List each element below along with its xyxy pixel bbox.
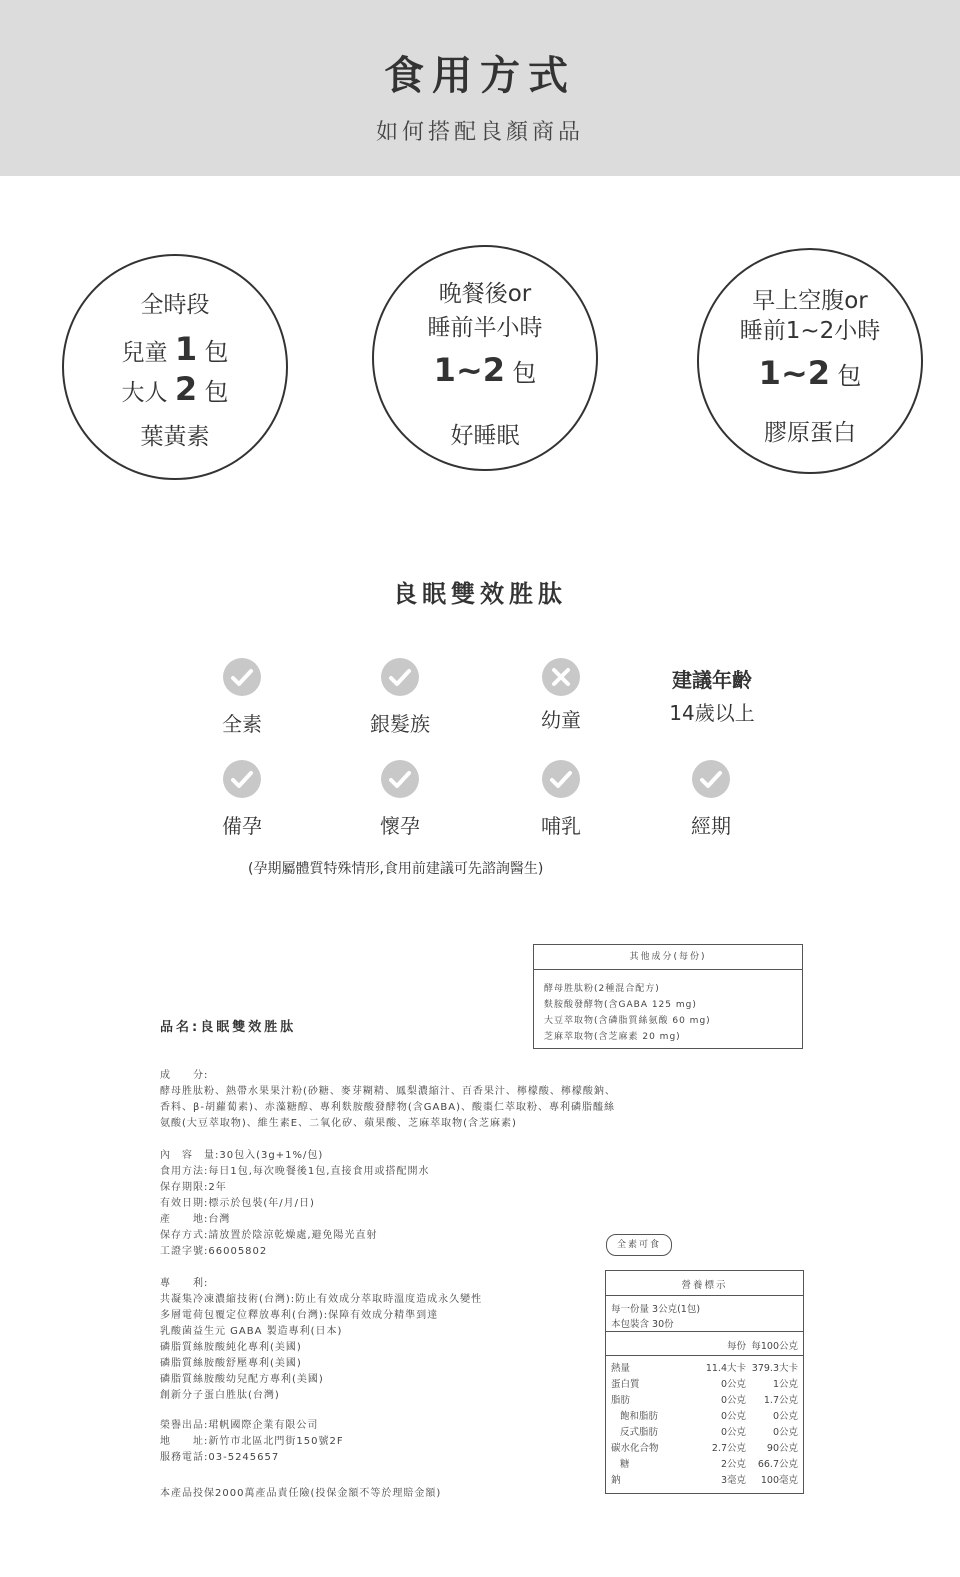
nutrient-name: 脂肪 bbox=[611, 1395, 631, 1406]
suit-label-child: 幼童 bbox=[541, 708, 581, 732]
dose: 1~2 包 bbox=[433, 351, 537, 389]
company-line: 地 址:新竹市北區北門街150號2F bbox=[160, 1436, 344, 1447]
pregnancy-note: (孕期屬體質特殊情形,食用前建議可先諮詢醫生) bbox=[248, 861, 544, 877]
age-title: 建議年齡 bbox=[672, 668, 752, 692]
suit-label-menstruation: 經期 bbox=[691, 814, 731, 838]
nutrient-name: 蛋白質 bbox=[611, 1379, 640, 1390]
other-ingredients-title: 其他成分(每份) bbox=[534, 945, 802, 970]
suit-label-pregnancy: 懷孕 bbox=[380, 814, 420, 838]
other-ingredient-line: 芝麻萃取物(含芝麻素 20 mg) bbox=[544, 1032, 681, 1042]
ingredients-line: 香料、β-胡蘿蔔素)、赤藻糖醇、專利麩胺酸發酵物(含GABA)、酸棗仁萃取粉、專利磷脂醯絲 bbox=[160, 1102, 615, 1113]
nutrient-name: 飽和脂肪 bbox=[620, 1411, 659, 1422]
nutrition-table bbox=[605, 1270, 804, 1494]
nutrient-per-serving: 0公克 bbox=[720, 1427, 746, 1438]
info-line: 保存方式:請放置於陰涼乾燥處,避免陽光直射 bbox=[160, 1230, 378, 1241]
ingredients-line: 酵母胜肽粉、熱帶水果果汁粉(砂糖、麥芽糊精、鳳梨濃縮汁、百香果汁、檸檬酸、檸檬酸鈉、 bbox=[160, 1086, 616, 1097]
suit-label-preconception: 備孕 bbox=[222, 814, 262, 838]
section-title: 良眠雙效胜肽 bbox=[393, 580, 567, 608]
patent-line: 創新分子蛋白胜肽(台灣) bbox=[160, 1390, 280, 1401]
product-name: 葉黃素 bbox=[140, 424, 210, 450]
nutrient-per-serving: 3毫克 bbox=[720, 1475, 746, 1486]
suit-label-vegan: 全素 bbox=[222, 712, 262, 736]
nutrient-per-serving: 11.4大卡 bbox=[705, 1363, 746, 1374]
check-icon bbox=[542, 760, 580, 798]
patent-line: 磷脂質絲胺酸舒壓專利(美國) bbox=[160, 1358, 302, 1369]
nutrient-per-100g: 1.7公克 bbox=[763, 1395, 798, 1406]
col-per-100g: 每100公克 bbox=[751, 1341, 798, 1352]
nutrient-per-serving: 2.7公克 bbox=[711, 1443, 746, 1454]
nutrient-per-serving: 2公克 bbox=[720, 1459, 746, 1470]
nutrient-per-100g: 100毫克 bbox=[760, 1475, 798, 1486]
page-title: 食用方式 bbox=[384, 53, 576, 99]
product-name: 好睡眠 bbox=[450, 423, 520, 449]
ingredients-title: 成 分: bbox=[160, 1070, 209, 1081]
usage-circle-lutein bbox=[62, 254, 288, 480]
usage-circle-collagen bbox=[697, 248, 923, 474]
insurance-note: 本產品投保2000萬產品責任險(投保金額不等於理賠金額) bbox=[160, 1488, 442, 1499]
check-icon bbox=[381, 658, 419, 696]
nutrient-name: 熱量 bbox=[611, 1363, 631, 1374]
check-icon bbox=[692, 760, 730, 798]
nutrition-title: 營養標示 bbox=[681, 1280, 728, 1291]
suit-label-nursing: 哺乳 bbox=[541, 814, 581, 838]
company-line: 服務電話:03-5245657 bbox=[160, 1452, 280, 1463]
page-subtitle: 如何搭配良顏商品 bbox=[375, 120, 584, 145]
info-line: 內 容 量:30包入(3g+1%/包) bbox=[160, 1150, 324, 1161]
check-icon bbox=[223, 760, 261, 798]
nutrient-per-100g: 379.3大卡 bbox=[751, 1363, 798, 1374]
patent-line: 磷脂質絲胺酸幼兒配方專利(美國) bbox=[160, 1374, 324, 1385]
info-line: 食用方法:每日1包,每次晚餐後1包,直接食用或搭配開水 bbox=[160, 1166, 430, 1177]
usage-period: 全時段 bbox=[140, 292, 210, 318]
info-line: 產 地:台灣 bbox=[160, 1214, 231, 1225]
vegan-badge: 全素可食 bbox=[606, 1234, 672, 1256]
nutrient-per-100g: 66.7公克 bbox=[757, 1459, 798, 1470]
servings-per-pack: 本包裝含 30份 bbox=[611, 1319, 674, 1330]
nutrient-per-100g: 0公克 bbox=[772, 1411, 798, 1422]
product-name: 膠原蛋白 bbox=[764, 420, 856, 446]
nutrient-per-100g: 90公克 bbox=[766, 1443, 798, 1454]
patent-line: 共凝集冷凍濃縮技術(台灣):防止有效成分萃取時溫度造成永久變性 bbox=[160, 1294, 483, 1305]
info-line: 保存期限:2年 bbox=[160, 1182, 227, 1193]
age-value: 14歲以上 bbox=[669, 701, 755, 725]
child-dose: 兒童 1 包 bbox=[121, 330, 229, 368]
usage-circle-sleep bbox=[372, 245, 598, 471]
nutrient-name: 鈉 bbox=[611, 1475, 621, 1486]
other-ingredient-line: 麩胺酸發酵物(含GABA 125 mg) bbox=[544, 1000, 697, 1010]
nutrient-per-serving: 0公克 bbox=[720, 1395, 746, 1406]
ingredients-line: 氨酸(大豆萃取物)、維生素E、二氧化矽、蘋果酸、芝麻萃取物(含芝麻素) bbox=[160, 1118, 517, 1129]
nutrient-name: 糖 bbox=[620, 1459, 630, 1470]
patent-line: 磷脂質絲胺酸純化專利(美國) bbox=[160, 1342, 302, 1353]
usage-line1: 早上空腹or bbox=[752, 288, 868, 314]
other-ingredients-box bbox=[533, 944, 803, 1049]
info-line: 有效日期:標示於包裝(年/月/日) bbox=[160, 1198, 315, 1209]
check-icon bbox=[381, 760, 419, 798]
nutrient-name: 反式脂肪 bbox=[620, 1427, 659, 1438]
check-icon bbox=[223, 658, 261, 696]
nutrient-per-100g: 1公克 bbox=[772, 1379, 798, 1390]
company-line: 榮譽出品:珺帆國際企業有限公司 bbox=[160, 1420, 319, 1431]
nutrient-name: 碳水化合物 bbox=[611, 1443, 659, 1454]
nutrient-per-serving: 0公克 bbox=[720, 1379, 746, 1390]
col-per-serving: 每份 bbox=[726, 1341, 746, 1352]
patent-line: 乳酸菌益生元 GABA 製造專利(日本) bbox=[160, 1326, 343, 1337]
info-line: 工證字號:66005802 bbox=[160, 1246, 268, 1257]
adult-dose: 大人 2 包 bbox=[121, 370, 229, 408]
suit-label-senior: 銀髮族 bbox=[370, 712, 430, 736]
other-ingredient-line: 大豆萃取物(含磷脂質絲氨酸 60 mg) bbox=[544, 1016, 711, 1026]
usage-line2: 睡前半小時 bbox=[427, 315, 543, 341]
serving-size: 每一份量 3公克(1包) bbox=[611, 1304, 701, 1315]
nutrient-per-serving: 0公克 bbox=[720, 1411, 746, 1422]
patent-line: 多層電荷包覆定位釋放專利(台灣):保障有效成分精準到達 bbox=[160, 1310, 439, 1321]
nutrient-per-100g: 0公克 bbox=[772, 1427, 798, 1438]
label-product-name: 品名:良眠雙效胜肽 bbox=[160, 1020, 297, 1035]
patent-line: 專 利: bbox=[160, 1278, 209, 1289]
usage-line1: 晚餐後or bbox=[438, 281, 532, 307]
cross-icon bbox=[542, 658, 580, 696]
header-banner bbox=[0, 0, 960, 176]
usage-line2: 睡前1~2小時 bbox=[739, 318, 881, 344]
dose: 1~2 包 bbox=[758, 354, 862, 392]
other-ingredient-line: 酵母胜肽粉(2種混合配方) bbox=[544, 984, 660, 994]
